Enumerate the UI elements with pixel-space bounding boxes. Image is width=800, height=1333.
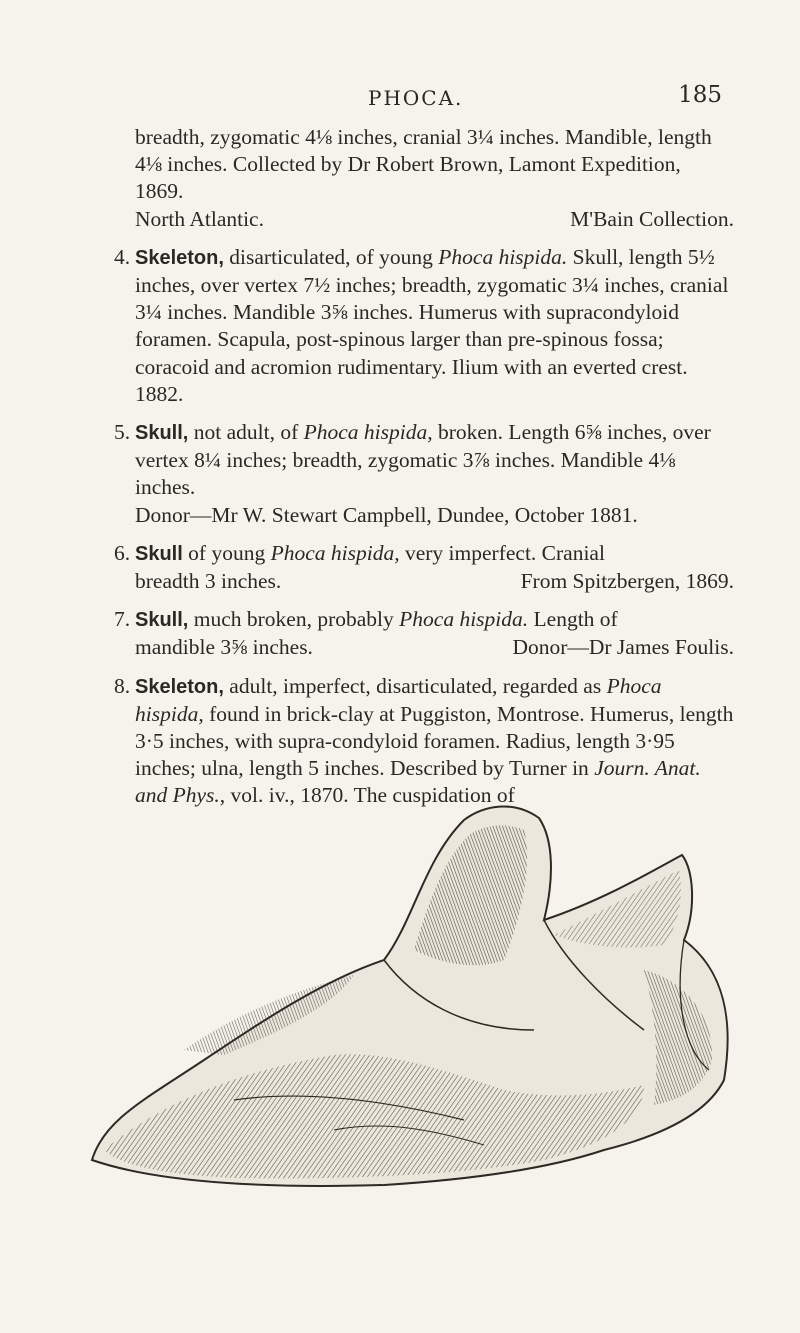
entry-text: very imperfect. Cranial — [399, 540, 605, 565]
entry-text: , vol. iv., 1870. The cuspidation of — [219, 783, 515, 808]
entry-number: 8. — [114, 673, 131, 698]
species-name: Phoca hispida. — [438, 244, 568, 269]
species-name: Phoca hispida, — [303, 420, 433, 445]
entry-text: Skull, length 5½ inches, over vertex 7½ inches; breadth, zygomatic 3¼ inches, cranial 3¼ inches. Mandible 3⅝ inches. Humerus with supracondyloid foramen. Scapula, post-spinous larger than pre-spinous fossa; coracoid and acromion rudimentary. Ilium with an everted crest. 1882. — [135, 244, 729, 406]
journal-name: Journ. Anat. and Phys. — [135, 756, 701, 808]
page-number: 185 — [678, 82, 722, 108]
entry-text: found in brick-clay at Puggiston, Montrose. Humerus, length 3·5 inches, with supra-condyloid foramen. Radius, length 3·95 inches; ulna, length 5 inches. Described by Turner in — [135, 701, 734, 781]
continuation-text: breadth, zygomatic 4⅛ inches, cranial 3¼ inches. Mandible, length 4⅛ inches. Collected by Dr Robert Brown, Lamont Expedition, 1869. — [135, 125, 712, 204]
continuation-footer — [135, 206, 734, 233]
entry-heading: Skull, — [135, 609, 189, 632]
catalogue-entry-7 — [84, 606, 734, 661]
entry-text: disarticulated, of young — [229, 244, 439, 269]
entry-footer — [135, 634, 734, 661]
continuation-collection: M'Bain Collection. — [570, 206, 734, 231]
continuation-locality: North Atlantic. — [135, 206, 264, 231]
entry-heading: Skull — [135, 542, 183, 565]
entry-text: adult, imperfect, disarticulated, regarded as — [229, 673, 607, 698]
species-name: Phoca hispida. — [399, 607, 529, 632]
species-name: Phoca hispida, — [135, 673, 662, 726]
entry-donor: Donor—Dr James Foulis. — [512, 635, 734, 660]
body-text — [84, 124, 734, 821]
bone-illustration-svg — [84, 800, 734, 1190]
entry-source: From Spitzbergen, 1869. — [520, 569, 734, 594]
entry-donor: Donor—Mr W. Stewart Campbell, Dundee, October 1881. — [135, 502, 638, 527]
entry-text: Length of — [528, 607, 618, 632]
entry-number: 7. — [114, 607, 131, 632]
entry-footer — [135, 568, 734, 595]
entry-text: not adult, of — [193, 420, 304, 445]
entry-text: broken. Length 6⅝ inches, over vertex 8¼ inches; breadth, zygomatic 3⅞ inches. Mandible 4⅛ inches. — [135, 420, 711, 500]
entry-heading: Skull, — [135, 422, 189, 445]
entry-heading: Skeleton, — [135, 246, 224, 269]
entry-number: 5. — [114, 420, 131, 445]
entry-measure: mandible 3⅝ inches. — [135, 635, 313, 660]
entry-heading: Skeleton, — [135, 675, 224, 698]
entry-measure: breadth 3 inches. — [135, 569, 282, 594]
continuation-paragraph — [84, 124, 734, 233]
entry-text: of young — [188, 540, 271, 565]
species-name: Phoca hispida, — [270, 540, 400, 565]
running-title: PHOCA. — [368, 86, 464, 110]
entry-number: 4. — [114, 244, 131, 269]
catalogue-entry-6 — [84, 540, 734, 595]
catalogue-entry-5 — [84, 419, 734, 529]
running-head — [0, 82, 800, 116]
bone-illustration-icon — [84, 800, 734, 1190]
catalogue-entry-8 — [84, 673, 734, 810]
entry-number: 6. — [114, 540, 131, 565]
entry-text: much broken, probably — [193, 607, 400, 632]
catalogue-entry-4 — [84, 244, 734, 408]
